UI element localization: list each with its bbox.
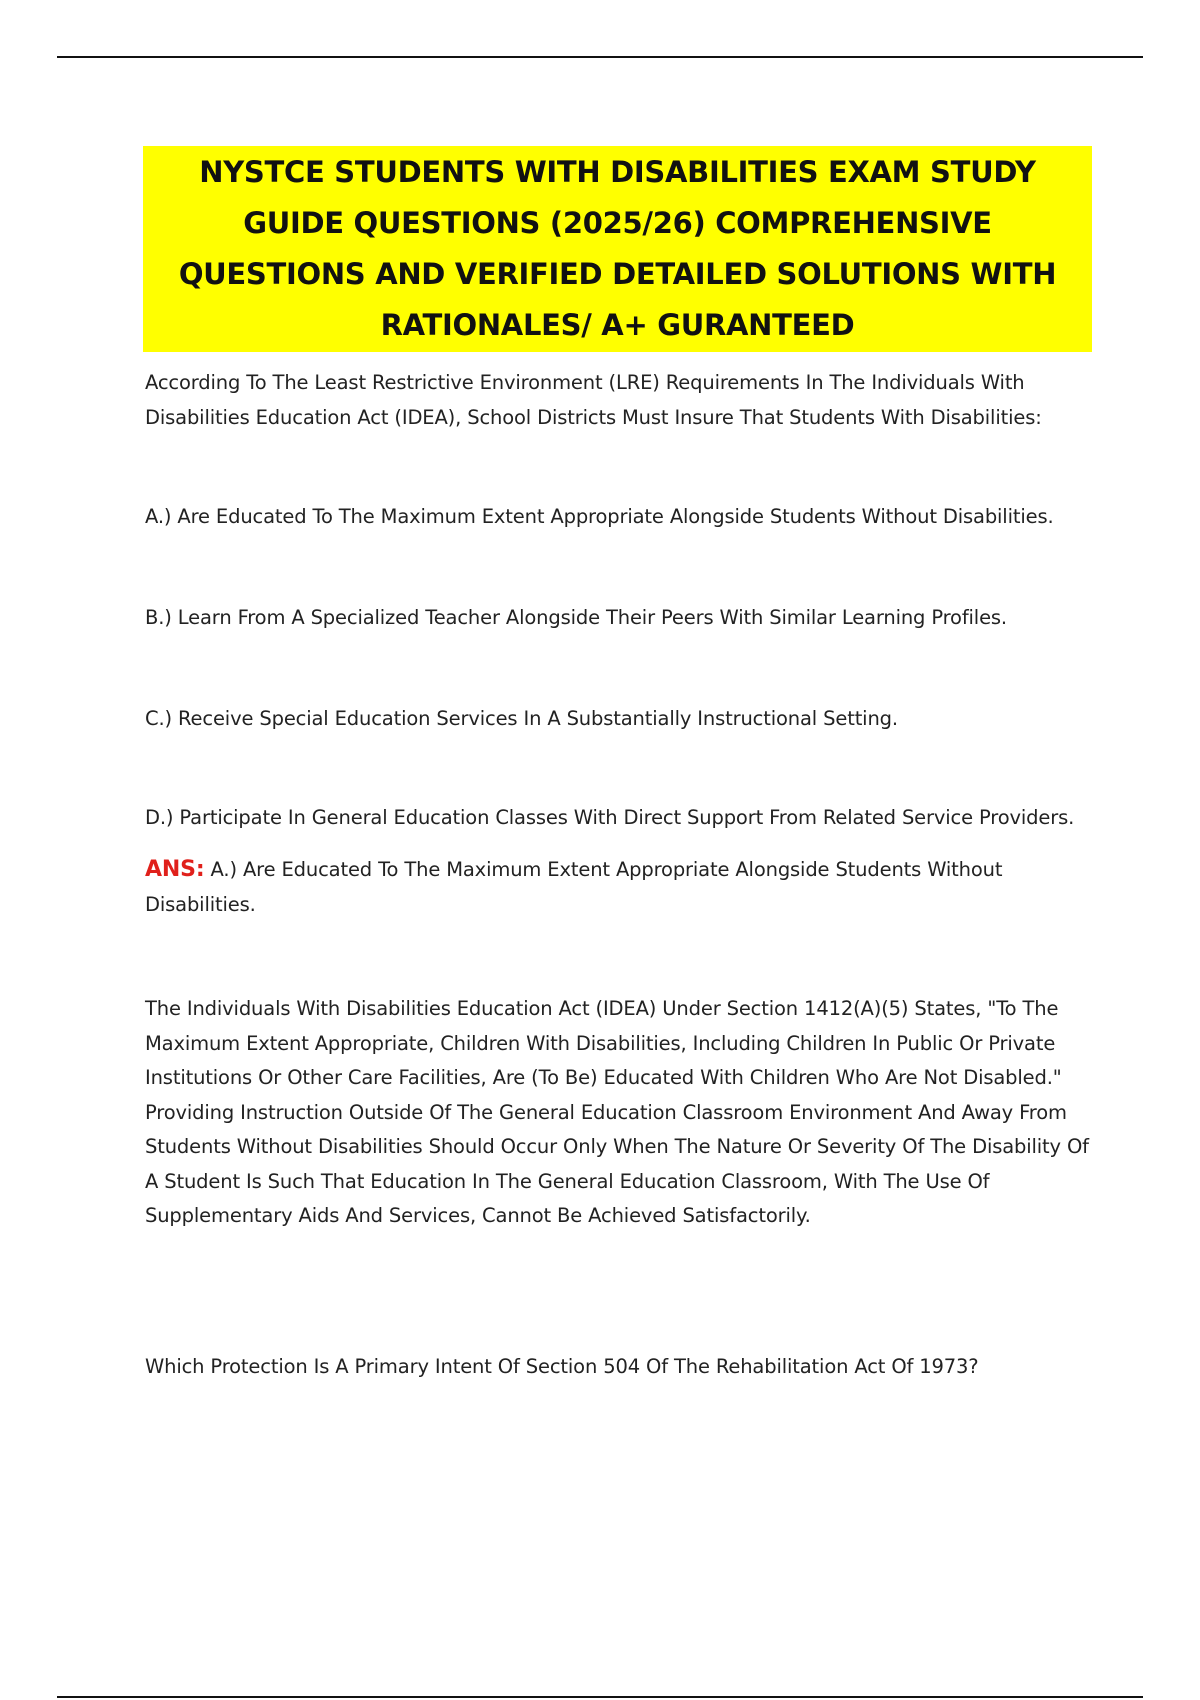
answer-text: A.) Are Educated To The Maximum Extent Appropriate Alongside Students Without Disabilities.	[145, 858, 1003, 916]
title-banner	[143, 146, 1092, 352]
question-1-option-b: B.) Learn From A Specialized Teacher Alongside Their Peers With Similar Learning Profiles.	[145, 606, 1007, 629]
question-1-rationale: The Individuals With Disabilities Education Act (IDEA) Under Section 1412(A)(5) States, "To The Maximum Extent Appropriate, Children With Disabilities, Including Children In Public Or Private Institutions Or Other Care Facilities, Are (To Be) Educated With Children Who Are Not Disabled." Providing Instruction Outside Of The General Education Classroom Environment And Away From Students Without Disabilities Should Occur Only When The Nature Or Severity Of The Disability Of A Student Is Such That Education In The General Education Classroom, With The Use Of Supplementary Aids And Services, Cannot Be Achieved Satisfactorily.	[145, 997, 1089, 1227]
question-1-option-a: A.) Are Educated To The Maximum Extent Appropriate Alongside Students Without Disabilities.	[145, 505, 1054, 528]
question-1-text: According To The Least Restrictive Environment (LRE) Requirements In The Individuals With Disabilities Education Act (IDEA), School Districts Must Insure That Students With Disabilities:	[145, 371, 1042, 429]
question-1-option-d: D.) Participate In General Education Classes With Direct Support From Related Service Providers.	[145, 806, 1075, 829]
bottom-divider	[57, 1696, 1143, 1698]
question-1-option-c: C.) Receive Special Education Services In A Substantially Instructional Setting.	[145, 707, 898, 730]
question-1-answer	[145, 853, 1075, 922]
document-title: NYSTCE STUDENTS WITH DISABILITIES EXAM STUDY GUIDE QUESTIONS (2025/26) COMPREHENSIVE QUESTIONS AND VERIFIED DETAILED SOLUTIONS WITH RATIONALES/ A+ GURANTEED	[178, 155, 1057, 342]
answer-label: ANS:	[145, 857, 205, 882]
top-divider	[57, 56, 1143, 58]
question-2-text: Which Protection Is A Primary Intent Of Section 504 Of The Rehabilitation Act Of 1973?	[145, 1355, 979, 1378]
